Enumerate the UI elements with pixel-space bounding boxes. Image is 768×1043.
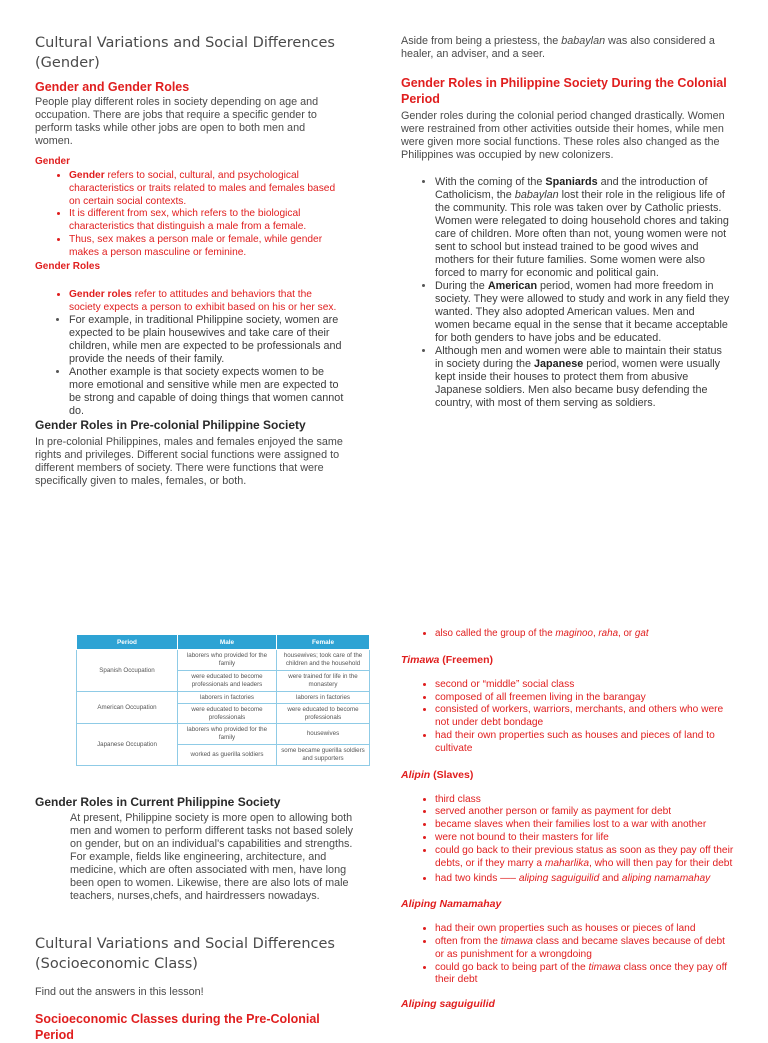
table-cell: Spanish Occupation [77, 650, 178, 692]
list-item: • Another example is that society expects women to be more emotional and sensitive while men are expected to be strong and capable of doing things that women cannot do. [69, 366, 345, 418]
list-item: • had two kinds —– aliping saguiguilid and aliping namamahay [435, 873, 736, 886]
left-bottom-column [35, 795, 355, 1043]
list-item: • Gender roles refer to attitudes and behaviors that the society expects a person to exhibit based on his or her sex. [69, 288, 345, 314]
table-header: Female [277, 635, 370, 650]
gender-roles-label: Gender Roles [35, 260, 101, 272]
list-item: • Gender refers to social, cultural, and psychological characteristics or traits related to males and females based on certain social contexts. [69, 170, 345, 208]
colonial-intro: Gender roles during the colonial period changed drastically. Women were restrained from other activities outside their homes, while men were given more social functions. These roles also changed as the Philippines was occupied by new colonizers. [401, 110, 725, 161]
colonial-heading: Gender Roles in Philippine Society During the Colonial Period [401, 76, 727, 106]
table-cell: some became guerilla soldiers and supporters [277, 745, 370, 766]
babaylan-paragraph: Aside from being a priestess, the babaylan was also considered a healer, an adviser, and a seer. [401, 35, 715, 60]
gender-roles-heading: Gender and Gender Roles [35, 80, 190, 94]
table-header: Male [178, 635, 277, 650]
gender-roles-table [76, 634, 370, 766]
list-item: • could go back to their previous status as soon as they pay off their debts, or if they marry a maharlika, who will then pay for their debt [435, 845, 736, 871]
table-cell: worked as guerilla soldiers [178, 745, 277, 766]
list-item: • composed of all freemen living in the barangay [435, 692, 736, 705]
table-cell: were educated to become professionals [178, 704, 277, 724]
list-item: • were not bound to their masters for life [435, 832, 736, 845]
page-title: Cultural Variations and Social Differences (Gender) [35, 35, 335, 71]
table-cell: housewives [277, 724, 370, 745]
list-item: • third class [435, 794, 736, 807]
table-cell: laborers in factories [178, 692, 277, 704]
colonial-list [401, 176, 731, 410]
list-item: • second or “middle” social class [435, 679, 736, 692]
list-item: • Although men and women were able to maintain their status in society during the Japanese period, women were usually kept inside their houses to protect them from abusive Japanese soldiers. Men also became busy defending the country, with most of them serving as soldiers. [435, 345, 731, 410]
table-header: Period [77, 635, 178, 650]
gender-list [35, 170, 345, 260]
intro-paragraph: People play different roles in society depending on age and occupation. There are jobs that require a specific gender to perform tasks while other jobs are open to both men and women. [35, 96, 319, 147]
list-item: • With the coming of the Spaniards and the introduction of Catholicism, the babaylan lost their role in the religious life of the community. This role was taken over by Catholic priests. Women were relegated to doing household chores and taking care of children. More often than not, young women were not sent to school but instead trained to be good wives and mothers for their future families. Some women were also forced to marry for economic and political gain. [435, 176, 731, 280]
table-cell: were educated to become professionals [277, 704, 370, 724]
list-item: • had their own properties such as houses or pieces of land [435, 923, 736, 936]
precolonial-heading: Gender Roles in Pre-colonial Philippine Society [35, 417, 306, 432]
section-title-socioeconomic: Cultural Variations and Social Differences (Socioeconomic Class) [35, 936, 335, 972]
right-top-column [401, 35, 731, 410]
timawa-list [401, 679, 736, 756]
table-cell: laborers who provided for the family [178, 724, 277, 745]
list-item: • often from the timawa class and became slaves because of debt or as punishment for a wrongdoing [435, 936, 736, 962]
table-cell: were educated to become professionals and leaders [178, 671, 277, 692]
list-item: • During the American period, women had more freedom in society. They were allowed to study and work in any field they wanted. They also adopted American values. Men and women became equal in the sense that it became acceptable for both genders to have jobs and be educated. [435, 280, 731, 345]
table-cell: were trained for life in the monastery [277, 671, 370, 692]
list-item: • also called the group of the maginoo, raha, or gat [435, 628, 736, 641]
current-paragraph: At present, Philippine society is more open to allowing both men and women to perform different tasks not based solely on gender, but on an individual's capabilities and strengths. For example, fields like engineering, architecture, and medicine, which are often associated with men, have long been open to women. Likewise, there are also lots of male teachers, nurses,chefs, and hairdressers nowadays. [70, 812, 354, 902]
precolonial-classes-heading: Socioeconomic Classes during the Pre-Colonial Period [35, 1012, 320, 1042]
table-cell: laborers who provided for the family [178, 650, 277, 671]
gender-label: Gender [35, 156, 71, 167]
list-item: • served another person or family as payment for debt [435, 806, 736, 819]
list-item: • For example, in traditional Philippine society, women are expected to be plain housewives and take care of their children, while men are expected to be professionals and provide the needs of their family. [69, 314, 345, 366]
alipin-heading: Alipin (Slaves) [401, 768, 474, 781]
list-item: • It is different from sex, which refers to the biological characteristics that distinguish a male from a female. [69, 208, 345, 234]
find-out-text: Find out the answers in this lesson! [35, 986, 204, 998]
right-bottom-column [401, 628, 736, 1011]
namamahay-heading: Aliping Namamahay [401, 898, 502, 911]
maginoo-list [401, 628, 736, 641]
list-item: • consisted of workers, warriors, merchants, and others who were not under debt bondage [435, 704, 736, 730]
current-heading: Gender Roles in Current Philippine Society [35, 795, 281, 809]
timawa-heading: Timawa (Freemen) [401, 653, 494, 666]
table-cell: housewives; took care of the children and the household [277, 650, 370, 671]
namamahay-list [401, 923, 736, 987]
alipin-list [401, 794, 736, 887]
list-item: • had their own properties such as houses and pieces of land to cultivate [435, 730, 736, 756]
left-top-column [35, 34, 345, 488]
list-item: • Thus, sex makes a person male or female, while gender makes a person masculine or feminine. [69, 234, 345, 260]
table-cell: laborers in factories [277, 692, 370, 704]
table-cell: American Occupation [77, 692, 178, 724]
precolonial-paragraph: In pre-colonial Philippines, males and females enjoyed the same rights and privileges. Different social functions were assigned to different members of society. There were functions that were specifically given to males, females, or both. [35, 435, 343, 487]
list-item: • became slaves when their families lost to a war with another [435, 819, 736, 832]
saguiguilid-heading: Aliping saguiguilid [401, 998, 495, 1011]
list-item: • could go back to being part of the timawa class once they pay off their debt [435, 962, 736, 988]
gender-roles-list [35, 288, 345, 418]
table-cell: Japanese Occupation [77, 724, 178, 766]
